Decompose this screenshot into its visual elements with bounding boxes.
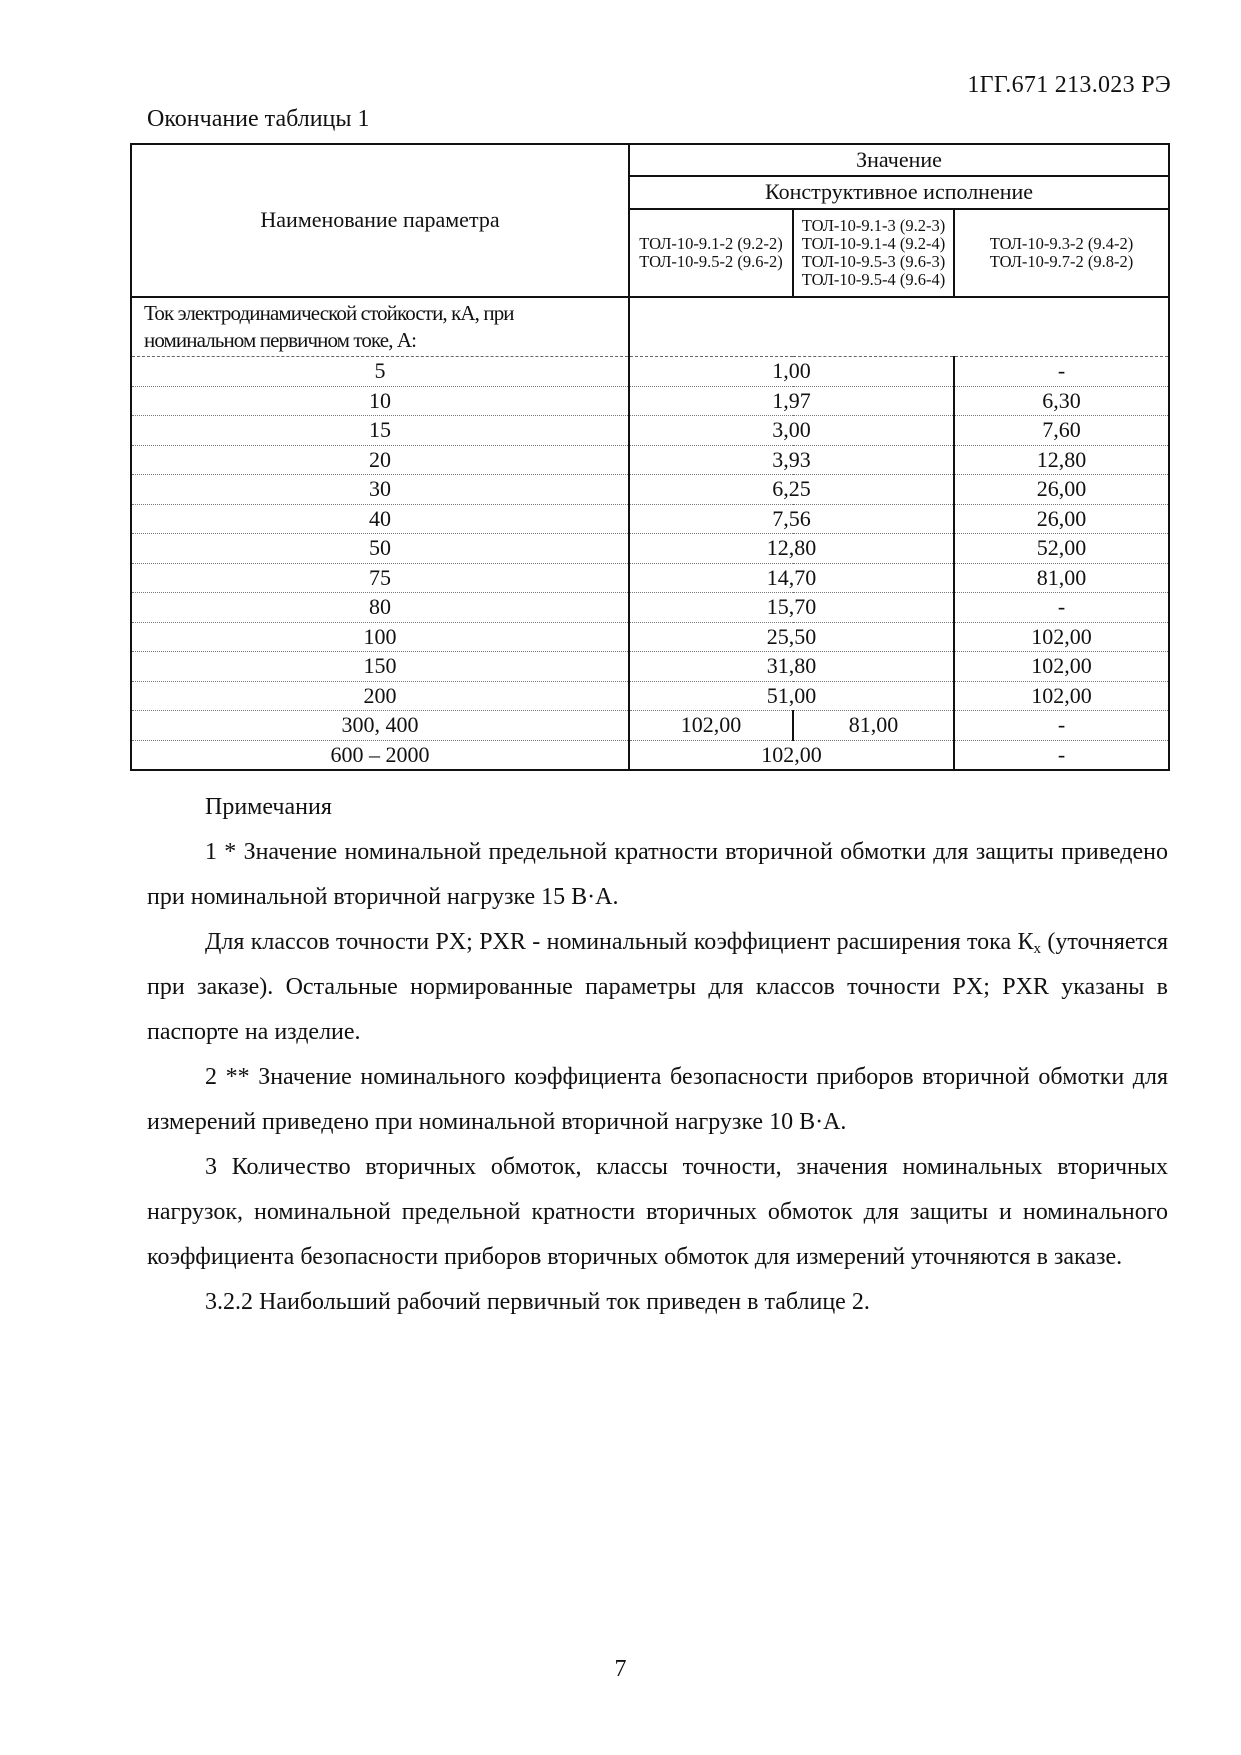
table-row bbox=[131, 475, 1169, 505]
table-header-row bbox=[131, 144, 1169, 176]
cell-value-variants-1-2: 51,00 bbox=[629, 681, 954, 711]
table-row bbox=[131, 416, 1169, 446]
table-row bbox=[131, 652, 1169, 682]
table-row bbox=[131, 681, 1169, 711]
variant-label: ТОЛ-10-9.3-2 (9.4-2) bbox=[989, 233, 1134, 253]
variant-label: ТОЛ-10-9.1-3 (9.2-3) bbox=[801, 215, 946, 235]
table-row bbox=[131, 740, 1169, 770]
cell-value-variant-3: 7,60 bbox=[954, 416, 1169, 446]
table-row bbox=[131, 534, 1169, 564]
cell-value-variant-3: 102,00 bbox=[954, 681, 1169, 711]
variant-label: ТОЛ-10-9.5-2 (9.6-2) bbox=[639, 252, 783, 271]
table-row bbox=[131, 386, 1169, 416]
table-row bbox=[131, 622, 1169, 652]
variant-label: ТОЛ-10-9.7-2 (9.8-2) bbox=[989, 252, 1134, 271]
page-content bbox=[130, 143, 1168, 1325]
table-row bbox=[131, 593, 1169, 623]
cell-primary-current: 10 bbox=[131, 386, 629, 416]
variant-label: ТОЛ-10-9.5-4 (9.6-4) bbox=[801, 270, 946, 290]
table-row bbox=[131, 445, 1169, 475]
note-1 bbox=[147, 830, 1168, 920]
notes-block bbox=[147, 785, 1168, 1325]
variant-label: ТОЛ-10-9.1-2 (9.2-2) bbox=[639, 233, 783, 253]
cell-value-variant-3: - bbox=[954, 711, 1169, 741]
parameter-name-cell bbox=[131, 297, 629, 357]
note-1-text-post: (уточняется при заказе). Остальные нормированные параметры для классов точности PX; PXR указаны в паспорте на изделие. bbox=[147, 929, 1168, 1045]
table-row bbox=[131, 711, 1169, 741]
cell-value-variant-3: 26,00 bbox=[954, 475, 1169, 505]
cell-value-variants-1-2: 14,70 bbox=[629, 563, 954, 593]
note-3-text: 3 Количество вторичных обмоток, классы точности, значения номинальных вторичных нагрузок, номинальной предельной кратности вторичных обмоток для защиты и номинального коэффициента безопасности приборов вторичных обмоток для измерений уточняются в заказе. bbox=[147, 1154, 1168, 1270]
cell-value-variants-1-2: 3,00 bbox=[629, 416, 954, 446]
column-header-design-version: Конструктивное исполнение bbox=[629, 176, 1169, 209]
notes-title: Примечания bbox=[205, 794, 332, 820]
cell-primary-current: 100 bbox=[131, 622, 629, 652]
cell-value-variant-3: 12,80 bbox=[954, 445, 1169, 475]
table-row bbox=[131, 563, 1169, 593]
cell-primary-current: 40 bbox=[131, 504, 629, 534]
note-1-continuation bbox=[147, 920, 1168, 1055]
cell-primary-current: 30 bbox=[131, 475, 629, 505]
cell-value-variant-3: 81,00 bbox=[954, 563, 1169, 593]
note-2 bbox=[147, 1055, 1168, 1145]
note-3 bbox=[147, 1145, 1168, 1280]
parameter-line: Ток электродинамической стойкости, кА, при bbox=[144, 301, 514, 325]
table-row bbox=[131, 504, 1169, 534]
cell-primary-current: 600 – 2000 bbox=[131, 740, 629, 770]
cell-value-variants-1-2: 6,25 bbox=[629, 475, 954, 505]
parameter-value-empty bbox=[629, 297, 1169, 357]
cell-primary-current: 300, 400 bbox=[131, 711, 629, 741]
cell-primary-current: 50 bbox=[131, 534, 629, 564]
cell-value-variant-3: 102,00 bbox=[954, 652, 1169, 682]
note-1-text: 1 * Значение номинальной предельной кратности вторичной обмотки для защиты приведено при номинальной вторичной нагрузке 15 В·А. bbox=[147, 839, 1168, 910]
cell-value-variants-1-2: 31,80 bbox=[629, 652, 954, 682]
note-2-text: 2 ** Значение номинального коэффициента безопасности приборов вторичной обмотки для измерений приведено при номинальной вторичной нагрузке 10 В·А. bbox=[147, 1064, 1168, 1135]
section-text: 3.2.2 Наибольший рабочий первичный ток приведен в таблице 2. bbox=[205, 1289, 870, 1315]
note-1-subscript: x bbox=[1033, 941, 1041, 957]
cell-value-variants-1-2: 1,00 bbox=[629, 357, 954, 387]
parameter-line: номинальном первичном токе, А: bbox=[144, 328, 417, 352]
cell-value-variants-1-2: 102,00 bbox=[629, 740, 954, 770]
cell-value-variant-3: 102,00 bbox=[954, 622, 1169, 652]
page-number: 7 bbox=[614, 1656, 627, 1682]
column-header-value: Значение bbox=[629, 144, 1169, 176]
cell-value-variants-1-2: 7,56 bbox=[629, 504, 954, 534]
cell-value-variant-3: 52,00 bbox=[954, 534, 1169, 564]
cell-primary-current: 80 bbox=[131, 593, 629, 623]
cell-value-variants-1-2: 12,80 bbox=[629, 534, 954, 564]
variant-label: ТОЛ-10-9.5-3 (9.6-3) bbox=[801, 252, 946, 271]
cell-value-variants-1-2: 1,97 bbox=[629, 386, 954, 416]
column-header-variant-1 bbox=[629, 209, 793, 297]
cell-value-variant-3: - bbox=[954, 593, 1169, 623]
variant-label: ТОЛ-10-9.1-4 (9.2-4) bbox=[801, 233, 946, 253]
cell-value-variants-1-2: 15,70 bbox=[629, 593, 954, 623]
cell-value-variant-2: 81,00 bbox=[793, 711, 954, 741]
cell-value-variants-1-2: 3,93 bbox=[629, 445, 954, 475]
document-code: 1ГГ.671 213.023 РЭ bbox=[967, 72, 1171, 98]
cell-primary-current: 200 bbox=[131, 681, 629, 711]
cell-value-variant-3: 6,30 bbox=[954, 386, 1169, 416]
cell-value-variant-3: 26,00 bbox=[954, 504, 1169, 534]
cell-primary-current: 5 bbox=[131, 357, 629, 387]
cell-primary-current: 15 bbox=[131, 416, 629, 446]
table-row bbox=[131, 357, 1169, 387]
parameter-row bbox=[131, 297, 1169, 357]
table-caption: Окончание таблицы 1 bbox=[147, 106, 370, 132]
cell-value-variant-3: - bbox=[954, 740, 1169, 770]
column-header-variant-2 bbox=[793, 209, 954, 297]
section-3-2-2 bbox=[147, 1280, 1168, 1325]
column-header-parameter-name: Наименование параметра bbox=[131, 144, 629, 297]
cell-value-variant-1: 102,00 bbox=[629, 711, 793, 741]
parameters-table bbox=[130, 143, 1170, 771]
cell-primary-current: 75 bbox=[131, 563, 629, 593]
cell-primary-current: 20 bbox=[131, 445, 629, 475]
cell-primary-current: 150 bbox=[131, 652, 629, 682]
cell-value-variants-1-2: 25,50 bbox=[629, 622, 954, 652]
note-1-text-pre: Для классов точности PX; PXR - номинальный коэффициент расширения тока К bbox=[205, 929, 1034, 955]
column-header-variant-3 bbox=[954, 209, 1169, 297]
cell-value-variant-3: - bbox=[954, 357, 1169, 387]
